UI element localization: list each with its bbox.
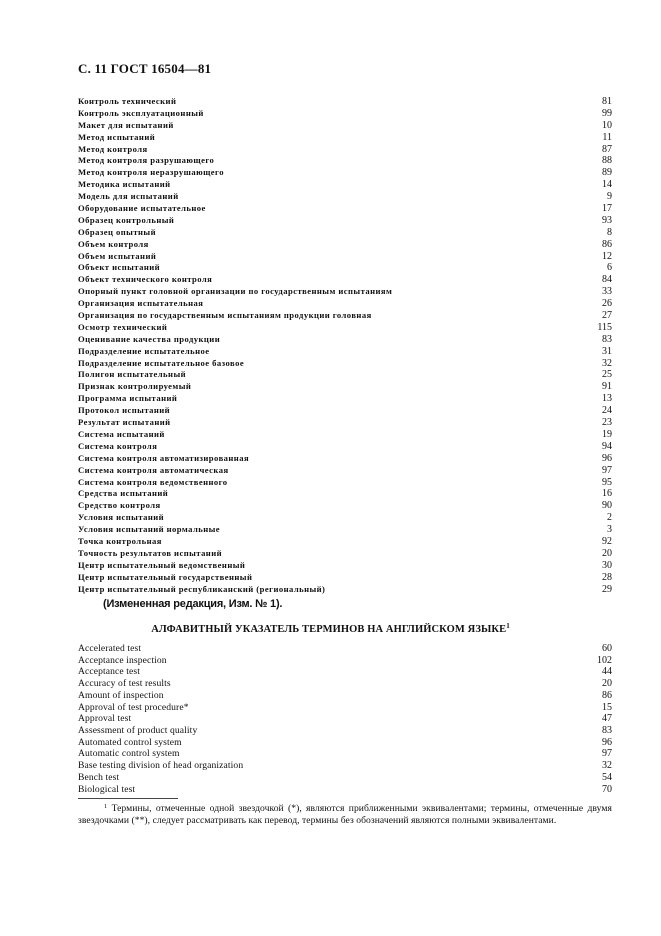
index-term-number: 8 <box>607 226 612 238</box>
index-term: Центр испытательный республиканский (региональный) <box>78 583 326 594</box>
index-entry <box>78 167 612 179</box>
index-entry <box>78 441 612 453</box>
index-entry <box>78 453 612 465</box>
index-term: Контроль технический <box>78 96 177 106</box>
index-entry <box>78 132 612 144</box>
index-entry <box>78 262 612 274</box>
index-term: Amount of inspection <box>78 689 164 701</box>
index-entry <box>78 358 612 370</box>
index-term: Подразделение испытательное <box>78 345 210 356</box>
index-term-number: 86 <box>602 238 612 250</box>
index-term: Опорный пункт головной организации по государственным испытаниям <box>78 286 393 297</box>
index-term-number: 54 <box>602 771 612 783</box>
index-entry <box>78 96 612 108</box>
index-term: Условия испытаний <box>78 512 165 523</box>
index-term: Точка контрольная <box>78 535 162 546</box>
index-term: Acceptance inspection <box>78 654 167 666</box>
index-term-number: 84 <box>602 274 612 286</box>
english-term-index <box>78 643 612 795</box>
index-entry <box>78 690 612 702</box>
index-term-number: 10 <box>602 119 612 131</box>
index-entry <box>78 784 612 796</box>
footnote-divider <box>78 798 178 799</box>
amendment-note: (Измененная редакция, Изм. № 1). <box>103 598 283 610</box>
index-term: Оборудование испытательное <box>78 203 206 214</box>
index-term-number: 94 <box>602 440 612 452</box>
index-term-number: 11 <box>602 131 612 143</box>
index-term: Automated control system <box>78 736 182 748</box>
index-term: Модель для испытаний <box>78 191 179 202</box>
index-entry <box>78 772 612 784</box>
index-term-number: 25 <box>602 369 612 381</box>
index-term-number: 93 <box>602 214 612 226</box>
index-term: Метод испытаний <box>78 131 156 142</box>
index-term: Approval of test procedure* <box>78 701 189 713</box>
index-term-number: 87 <box>602 143 612 155</box>
index-entry <box>78 725 612 737</box>
index-entry <box>78 310 612 322</box>
index-term-number: 86 <box>602 689 612 701</box>
index-term: Средства испытаний <box>78 488 169 499</box>
index-term-number: 9 <box>607 191 612 203</box>
index-term-number: 70 <box>602 783 612 795</box>
index-term-number: 27 <box>602 310 612 322</box>
index-entry <box>78 322 612 334</box>
index-term: Образец опытный <box>78 226 156 237</box>
index-term-number: 24 <box>602 405 612 417</box>
index-entry <box>78 179 612 191</box>
index-entry <box>78 666 612 678</box>
index-term: Bench test <box>78 771 120 783</box>
index-term-number: 20 <box>602 547 612 559</box>
index-term-number: 83 <box>602 725 612 737</box>
index-term: Объем испытаний <box>78 250 157 261</box>
index-term: Результат испытаний <box>78 417 171 428</box>
english-index-title <box>0 622 661 635</box>
footnote-mark: 1 <box>104 803 108 810</box>
index-term: Центр испытательный государственный <box>78 571 253 582</box>
index-term-number: 97 <box>602 464 612 476</box>
index-term: Точность результатов испытаний <box>78 547 223 558</box>
index-entry <box>78 381 612 393</box>
index-term-number: 97 <box>602 748 612 760</box>
index-term: Base testing division of head organization <box>78 760 244 772</box>
index-term: Организация испытательная <box>78 298 204 309</box>
index-entry <box>78 548 612 560</box>
index-term-number: 12 <box>602 250 612 262</box>
index-entry <box>78 215 612 227</box>
index-entry <box>78 643 612 655</box>
footnote-text: Термины, отмеченные одной звездочкой (*), являются приближенными эквивалентами; термины, отмеченные двумя звездочками (**), следует рассматривать как перевод, термины без обозначений являются полными эквивалентами. <box>78 803 612 827</box>
index-term: Оценивание качества продукции <box>78 333 221 344</box>
index-entry <box>78 393 612 405</box>
index-entry <box>78 203 612 215</box>
index-term: Протокол испытаний <box>78 405 171 416</box>
index-term-number: 44 <box>602 666 612 678</box>
index-term-number: 3 <box>607 524 612 536</box>
index-term: Метод контроля неразрушающего <box>78 167 224 178</box>
index-term-number: 89 <box>602 167 612 179</box>
index-entry <box>78 369 612 381</box>
index-term-number: 29 <box>602 583 612 595</box>
index-entry <box>78 274 612 286</box>
index-term: Accelerated test <box>78 643 142 654</box>
index-term: Макет для испытаний <box>78 119 174 130</box>
index-entry <box>78 120 612 132</box>
index-entry <box>78 500 612 512</box>
index-term-number: 23 <box>602 417 612 429</box>
index-entry <box>78 737 612 749</box>
index-term-number: 90 <box>602 500 612 512</box>
index-term-number: 28 <box>602 571 612 583</box>
index-entry <box>78 298 612 310</box>
index-entry <box>78 678 612 690</box>
index-term-number: 83 <box>602 333 612 345</box>
index-term-number: 33 <box>602 286 612 298</box>
index-term: Approval test <box>78 713 132 725</box>
index-entry <box>78 239 612 251</box>
index-term-number: 115 <box>597 321 612 333</box>
index-term: Объем контроля <box>78 238 149 249</box>
index-term-number: 16 <box>602 488 612 500</box>
index-term: Система контроля <box>78 440 158 451</box>
index-entry <box>78 429 612 441</box>
index-entry <box>78 572 612 584</box>
index-term-number: 47 <box>602 713 612 725</box>
index-term-number: 102 <box>597 654 612 666</box>
index-entry <box>78 536 612 548</box>
index-term-number: 96 <box>602 452 612 464</box>
index-entry <box>78 346 612 358</box>
index-term-number: 96 <box>602 736 612 748</box>
index-term: Подразделение испытательное базовое <box>78 357 245 368</box>
index-term-number: 30 <box>602 559 612 571</box>
index-term: Контроль эксплуатационный <box>78 107 204 118</box>
index-term-number: 31 <box>602 345 612 357</box>
index-term-number: 6 <box>607 262 612 274</box>
index-entry <box>78 465 612 477</box>
index-term-number: 17 <box>602 203 612 215</box>
index-term: Acceptance test <box>78 666 140 678</box>
index-term: Метод контроля разрушающего <box>78 155 215 166</box>
index-term: Automatic control system <box>78 748 180 760</box>
index-term-number: 32 <box>602 357 612 369</box>
index-entry <box>78 477 612 489</box>
index-term-number: 26 <box>602 298 612 310</box>
index-term-number: 20 <box>602 678 612 690</box>
index-term-number: 88 <box>602 155 612 167</box>
index-entry <box>78 713 612 725</box>
english-index-title-footnote-mark: 1 <box>506 622 510 630</box>
index-term: Accuracy of test results <box>78 678 171 690</box>
index-term-number: 92 <box>602 535 612 547</box>
index-entry <box>78 760 612 772</box>
index-entry <box>78 524 612 536</box>
index-term: Организация по государственным испытаниям продукции головная <box>78 310 372 321</box>
index-term: Assessment of product quality <box>78 725 198 737</box>
index-entry <box>78 488 612 500</box>
index-term: Средство контроля <box>78 500 161 511</box>
index-entry <box>78 144 612 156</box>
index-term: Объект испытаний <box>78 262 161 273</box>
index-entry <box>78 191 612 203</box>
index-entry <box>78 155 612 167</box>
index-entry <box>78 417 612 429</box>
index-term: Система испытаний <box>78 428 165 439</box>
index-term: Программа испытаний <box>78 393 178 404</box>
index-entry <box>78 702 612 714</box>
index-term: Центр испытательный ведомственный <box>78 559 246 570</box>
english-index-title-text: АЛФАВИТНЫЙ УКАЗАТЕЛЬ ТЕРМИНОВ НА АНГЛИЙСКОМ ЯЗЫКЕ <box>151 624 507 635</box>
footnote <box>78 801 612 828</box>
index-term: Система контроля автоматизированная <box>78 452 250 463</box>
index-term: Система контроля ведомственного <box>78 476 228 487</box>
index-entry <box>78 334 612 346</box>
index-term-number: 95 <box>602 476 612 488</box>
index-term: Biological test <box>78 783 136 795</box>
index-term-number: 81 <box>602 96 612 107</box>
index-term: Условия испытаний нормальные <box>78 524 221 535</box>
index-term: Признак контролируемый <box>78 381 192 392</box>
index-term: Система контроля автоматическая <box>78 464 229 475</box>
index-term-number: 15 <box>602 701 612 713</box>
index-entry <box>78 655 612 667</box>
index-entry <box>78 405 612 417</box>
index-entry <box>78 251 612 263</box>
index-term-number: 32 <box>602 760 612 772</box>
index-term: Метод контроля <box>78 143 148 154</box>
index-term-number: 19 <box>602 428 612 440</box>
page-header: С. 11 ГОСТ 16504—81 <box>78 61 212 76</box>
index-entry <box>78 108 612 120</box>
index-term-number: 2 <box>607 512 612 524</box>
russian-term-index <box>78 96 612 595</box>
index-entry <box>78 748 612 760</box>
index-term: Осмотр технический <box>78 321 168 332</box>
index-term-number: 14 <box>602 179 612 191</box>
index-term: Полигон испытательный <box>78 369 187 380</box>
index-term-number: 99 <box>602 107 612 119</box>
index-entry <box>78 227 612 239</box>
index-entry <box>78 584 612 596</box>
index-term-number: 13 <box>602 393 612 405</box>
index-term-number: 60 <box>602 643 612 654</box>
index-term: Объект технического контроля <box>78 274 213 285</box>
index-entry <box>78 286 612 298</box>
index-term-number: 91 <box>602 381 612 393</box>
index-entry <box>78 560 612 572</box>
index-term: Образец контрольный <box>78 214 175 225</box>
index-entry <box>78 512 612 524</box>
index-term: Методика испытаний <box>78 179 171 190</box>
